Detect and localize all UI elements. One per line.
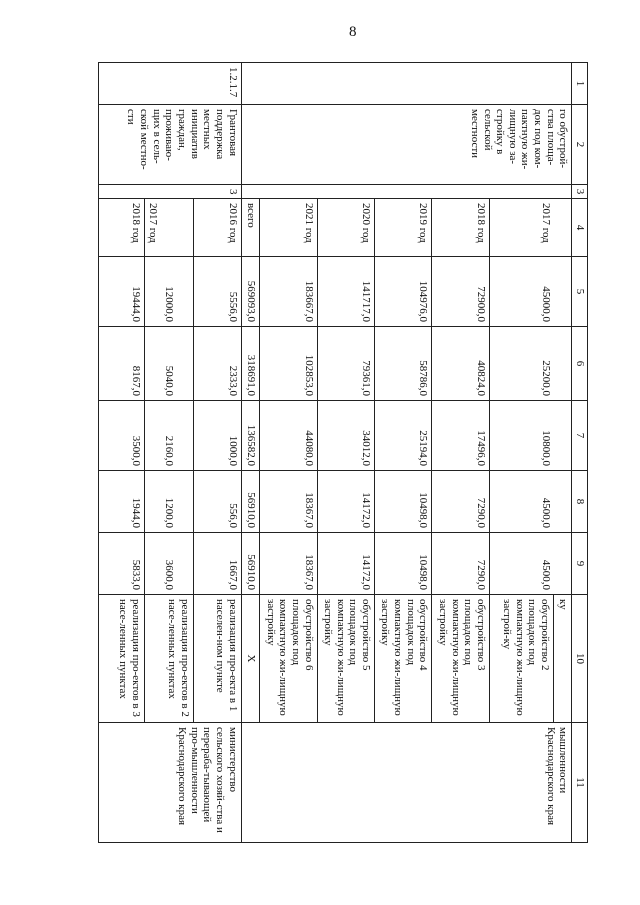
measure-name: Грантовая поддержка местных инициатив граждан, проживаю-щих в сель-ской местно-сти	[99, 105, 242, 185]
value-cell: 7290,0	[432, 471, 490, 533]
result-cell: X	[241, 595, 260, 723]
value-cell: 7290,0	[432, 533, 490, 595]
header-row	[572, 63, 588, 843]
value-cell: 5040,0	[144, 327, 194, 401]
year-cell: 2018 год	[99, 199, 145, 257]
year-cell: 2019 год	[374, 199, 431, 257]
value-cell: 45000,0	[490, 257, 554, 327]
value-cell	[554, 533, 572, 595]
year-cell	[554, 199, 572, 257]
col-header: 1	[572, 63, 588, 105]
year-cell: всего	[241, 199, 260, 257]
value-cell: 12000,0	[144, 257, 194, 327]
value-cell: 183667,0	[260, 257, 317, 327]
result-cell: реализация про-екта в 1 населен-ном пункте	[194, 595, 242, 723]
program-table	[98, 62, 588, 843]
value-cell: 25194,0	[374, 401, 431, 471]
col-header: 8	[572, 471, 588, 533]
value-cell: 14172,0	[317, 471, 374, 533]
col-header: 5	[572, 257, 588, 327]
result-cell: обустройство 4 площадок под компактную жи-лищную застройку	[374, 595, 431, 723]
col-header: 9	[572, 533, 588, 595]
value-cell: 3500,0	[99, 401, 145, 471]
executor-cell: мышленности Краснодарского края	[241, 723, 572, 843]
value-cell: 5833,0	[99, 533, 145, 595]
col-header: 3	[572, 185, 588, 199]
value-cell: 10498,0	[374, 471, 431, 533]
result-cell: обустройство 6 площадок под компактную жи-лищную застройку	[260, 595, 317, 723]
result-cell: обустройство 5 площадок под компактную жи-лищную застройку	[317, 595, 374, 723]
executor-cell: министерство сельского хозяй-ства и перераба-тывающей про-мышленности Краснодарского края	[99, 723, 242, 843]
value-cell: 58786,0	[374, 327, 431, 401]
row-number-cell: 1.2.1.7	[99, 63, 242, 105]
value-cell: 2160,0	[144, 401, 194, 471]
measure-name: го обустрой-ства площа-док под ком-пактную жи-лищную за-стройку в сельской местности	[241, 105, 572, 185]
year-cell: 2016 год	[194, 199, 242, 257]
value-cell: 1000,0	[194, 401, 242, 471]
value-cell: 79361,0	[317, 327, 374, 401]
value-cell: 72900,0	[432, 257, 490, 327]
col-header: 4	[572, 199, 588, 257]
result-cell: реализация про-ектов в 3 насе-ленных пунктах	[99, 595, 145, 723]
year-cell: 2017 год	[144, 199, 194, 257]
value-cell: 18367,0	[260, 471, 317, 533]
value-cell: 25200,0	[490, 327, 554, 401]
value-cell: 569093,0	[241, 257, 260, 327]
col3-cell: 3	[99, 185, 242, 199]
value-cell	[554, 471, 572, 533]
result-cell: ку	[554, 595, 572, 723]
result-cell: реализация про-ектов в 2 насе-ленных пунктах	[144, 595, 194, 723]
col-header: 11	[572, 723, 588, 843]
table-row	[194, 63, 242, 843]
value-cell: 556,0	[194, 471, 242, 533]
value-cell: 34012,0	[317, 401, 374, 471]
value-cell: 4500,0	[490, 471, 554, 533]
value-cell: 14172,0	[317, 533, 374, 595]
page-number: 8	[349, 24, 357, 40]
value-cell: 10498,0	[374, 533, 431, 595]
value-cell: 3600,0	[144, 533, 194, 595]
col-header: 6	[572, 327, 588, 401]
value-cell	[554, 257, 572, 327]
value-cell: 4500,0	[490, 533, 554, 595]
value-cell: 44080,0	[260, 401, 317, 471]
rotated-table-page	[98, 62, 588, 842]
row-number-cell	[241, 63, 572, 105]
result-cell: обустройство 2 площадок под компактную жи-лищную застрой-ку	[490, 595, 554, 723]
value-cell: 1667,0	[194, 533, 242, 595]
year-cell: 2021 год	[260, 199, 317, 257]
col-header: 2	[572, 105, 588, 185]
result-cell: обустройство 3 площадок под компактную жи-лищную застройку	[432, 595, 490, 723]
value-cell: 56910,0	[241, 471, 260, 533]
value-cell: 1200,0	[144, 471, 194, 533]
value-cell: 102853,0	[260, 327, 317, 401]
value-cell: 2333,0	[194, 327, 242, 401]
year-cell: 2018 год	[432, 199, 490, 257]
value-cell: 318691,0	[241, 327, 260, 401]
value-cell: 141717,0	[317, 257, 374, 327]
col3-cell	[241, 185, 572, 199]
year-cell: 2017 год	[490, 199, 554, 257]
value-cell: 19444,0	[99, 257, 145, 327]
value-cell: 40824,0	[432, 327, 490, 401]
value-cell	[554, 401, 572, 471]
value-cell: 5556,0	[194, 257, 242, 327]
value-cell: 10800,0	[490, 401, 554, 471]
year-cell: 2020 год	[317, 199, 374, 257]
table-row	[554, 63, 572, 843]
value-cell: 1944,0	[99, 471, 145, 533]
col-header: 10	[572, 595, 588, 723]
col-header: 7	[572, 401, 588, 471]
value-cell: 56910,0	[241, 533, 260, 595]
value-cell: 104976,0	[374, 257, 431, 327]
value-cell: 18367,0	[260, 533, 317, 595]
value-cell: 136582,0	[241, 401, 260, 471]
value-cell: 17496,0	[432, 401, 490, 471]
value-cell: 8167,0	[99, 327, 145, 401]
value-cell	[554, 327, 572, 401]
